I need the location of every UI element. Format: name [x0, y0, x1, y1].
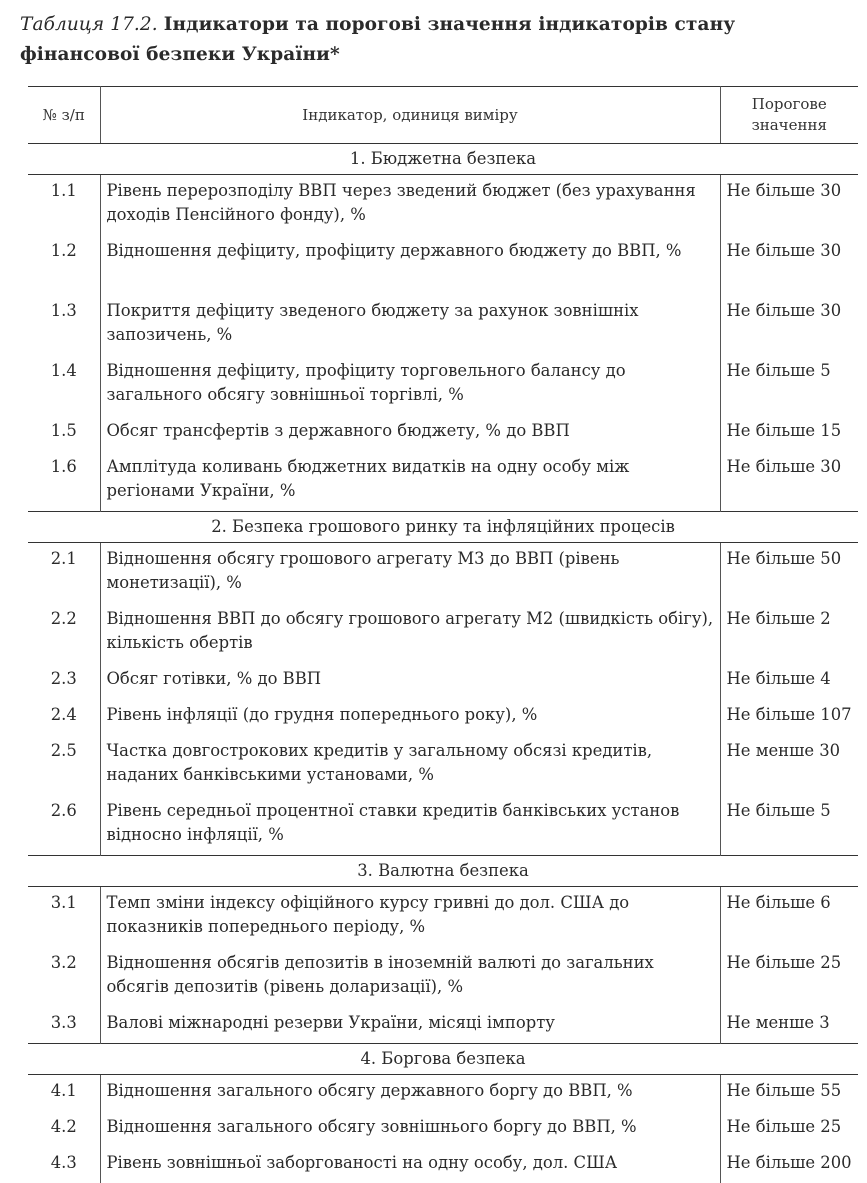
- indicator-cell: Відношення дефіциту, профіциту торговельного балансу до загального обсягу зовнішньої торгівлі, %: [100, 355, 720, 415]
- table-row: [28, 663, 858, 699]
- row-number: 4.1: [28, 1075, 100, 1112]
- table-row: [28, 699, 858, 735]
- row-number: 4.2: [28, 1111, 100, 1147]
- section-title: 4. Боргова безпека: [28, 1044, 858, 1075]
- section-row: [28, 856, 858, 887]
- table-row: [28, 415, 858, 451]
- indicator-cell: Рівень середньої процентної ставки кредитів банківських установ відносно інфляції, %: [100, 795, 720, 856]
- indicator-cell: Відношення обсягів депозитів в іноземній валюті до загальних обсягів депозитів (рівень доларизації), %: [100, 947, 720, 1007]
- table-row: [28, 735, 858, 795]
- row-number: 3.1: [28, 887, 100, 948]
- table-row: [28, 947, 858, 1007]
- section-row: [28, 1044, 858, 1075]
- indicator-cell: Темп зміни індексу офіційного курсу гривні до дол. США до показників попереднього періоду, %: [100, 887, 720, 948]
- threshold-cell: Не більше 55: [726, 1081, 842, 1100]
- section-row: [28, 512, 858, 543]
- threshold-cell: Не менше 30: [726, 741, 841, 760]
- table-row: [28, 1007, 858, 1044]
- indicator-cell: Амплітуда коливань бюджетних видатків на одну особу між регіонами України, %: [100, 451, 720, 512]
- table-row: [28, 1075, 858, 1112]
- row-number: 2.5: [28, 735, 100, 795]
- indicator-cell: Відношення загального обсягу державного боргу до ВВП, %: [100, 1075, 720, 1112]
- indicator-cell: Валові міжнародні резерви України, місяці імпорту: [100, 1007, 720, 1044]
- indicator-cell: Обсяг готівки, % до ВВП: [100, 663, 720, 699]
- header-row: [28, 87, 858, 144]
- indicator-cell: Відношення загального обсягу зовнішнього боргу до ВВП, %: [100, 1111, 720, 1147]
- threshold-cell: Не більше 5: [726, 361, 831, 380]
- row-number: 2.3: [28, 663, 100, 699]
- threshold-cell: Не більше 50: [726, 549, 842, 568]
- section-title: 2. Безпека грошового ринку та інфляційних процесів: [28, 512, 858, 543]
- row-number: 4.3: [28, 1147, 100, 1183]
- table-row: [28, 235, 858, 295]
- indicator-cell: Частка довгострокових кредитів у загальному обсязі кредитів, наданих банківськими установами, %: [100, 735, 720, 795]
- threshold-cell: Не більше 6: [726, 893, 831, 912]
- row-number: 3.2: [28, 947, 100, 1007]
- table-row: [28, 1147, 858, 1183]
- table-row: [28, 1111, 858, 1147]
- row-number: 1.1: [28, 175, 100, 236]
- indicator-cell: Рівень перерозподілу ВВП через зведений бюджет (без урахування доходів Пенсійного фонду), %: [100, 175, 720, 236]
- table-row: [28, 887, 858, 948]
- table-row: [28, 295, 858, 355]
- caption-title: Індикатори та порогові значення індикаторів стану фінансової безпеки України*: [20, 14, 736, 65]
- threshold-cell: Не більше 30: [726, 301, 842, 320]
- threshold-cell: Не більше 30: [726, 241, 842, 260]
- threshold-cell: Не більше 2: [726, 609, 831, 628]
- threshold-cell: Не більше 25: [726, 1117, 842, 1136]
- section-title: 3. Валютна безпека: [28, 856, 858, 887]
- row-number: 1.4: [28, 355, 100, 415]
- threshold-cell: Не більше 200: [726, 1153, 852, 1172]
- indicator-cell: Відношення дефіциту, профіциту державного бюджету до ВВП, %: [100, 235, 720, 295]
- caption-label: Таблиця 17.2.: [20, 14, 158, 35]
- threshold-cell: Не більше 107: [726, 705, 852, 724]
- table-row: [28, 543, 858, 604]
- row-number: 2.2: [28, 603, 100, 663]
- row-number: 1.6: [28, 451, 100, 512]
- row-number: 2.6: [28, 795, 100, 856]
- table-row: [28, 355, 858, 415]
- section-title: 1. Бюджетна безпека: [28, 144, 858, 175]
- threshold-cell: Не більше 30: [726, 457, 842, 476]
- table-caption: [20, 10, 860, 70]
- indicator-cell: Обсяг трансфертів з державного бюджету, % до ВВП: [100, 415, 720, 451]
- row-number: 2.4: [28, 699, 100, 735]
- row-number: 2.1: [28, 543, 100, 604]
- header-indicator: Індикатор, одиниця виміру: [100, 87, 720, 144]
- header-threshold: Порогове значення: [720, 87, 858, 144]
- section-row: [28, 144, 858, 175]
- threshold-cell: Не більше 25: [726, 953, 842, 972]
- table-row: [28, 603, 858, 663]
- threshold-cell: Не більше 5: [726, 801, 831, 820]
- indicator-cell: Покриття дефіциту зведеного бюджету за рахунок зовнішніх запозичень, %: [100, 295, 720, 355]
- table-row: [28, 451, 858, 512]
- row-number: 1.5: [28, 415, 100, 451]
- header-num: № з/п: [28, 87, 100, 144]
- table-row: [28, 175, 858, 236]
- table-row: [28, 795, 858, 856]
- row-number: 1.2: [28, 235, 100, 295]
- indicator-cell: Рівень зовнішньої заборгованості на одну особу, дол. США: [100, 1147, 720, 1183]
- row-number: 3.3: [28, 1007, 100, 1044]
- threshold-cell: Не менше 3: [726, 1013, 830, 1032]
- indicators-table: [28, 86, 858, 1183]
- row-number: 1.3: [28, 295, 100, 355]
- indicator-cell: Рівень інфляції (до грудня попереднього року), %: [100, 699, 720, 735]
- threshold-cell: Не більше 15: [726, 421, 842, 440]
- indicator-cell: Відношення ВВП до обсягу грошового агрегату М2 (швидкість обігу), кількість обертів: [100, 603, 720, 663]
- threshold-cell: Не більше 30: [726, 181, 842, 200]
- indicator-cell: Відношення обсягу грошового агрегату М3 до ВВП (рівень монетизації), %: [100, 543, 720, 604]
- threshold-cell: Не більше 4: [726, 669, 831, 688]
